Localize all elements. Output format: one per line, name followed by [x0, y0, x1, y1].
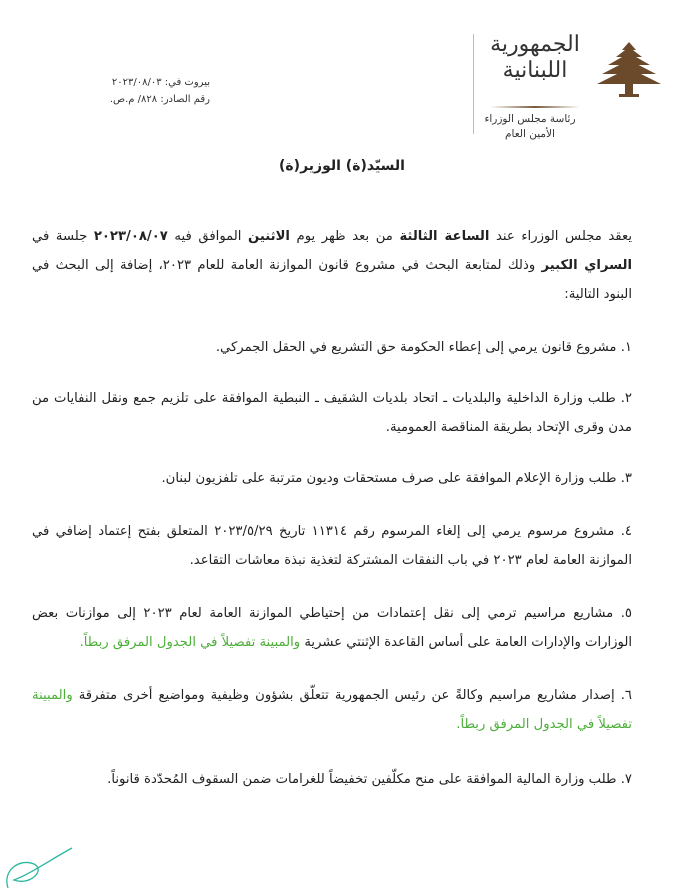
letterhead	[464, 28, 664, 158]
agenda-item	[32, 464, 632, 493]
intro-text: من بعد ظهر يوم	[289, 229, 400, 244]
agenda-item	[32, 384, 632, 442]
agenda-item-number: ١.	[620, 340, 632, 355]
agenda-item-number: ٥.	[620, 606, 633, 621]
agenda-list	[32, 333, 632, 794]
agenda-item-highlight: والمبينة تفصيلاً في الجدول المرفق ربطاً.	[32, 688, 632, 732]
letterhead-office	[480, 112, 580, 142]
meeting-time: الساعة الثالثة	[399, 229, 490, 244]
letterhead-divider	[473, 34, 474, 134]
agenda-item-text: إصدار مشاريع مراسيم وكالةً عن رئيس الجمهورية تتعلّق بشؤون وظيفية ومواضيع أخرى متفرقة	[72, 688, 615, 703]
signature-mark	[0, 830, 80, 890]
agenda-item	[32, 333, 632, 362]
agenda-item-text: مشاريع مراسيم ترمي إلى نقل إعتمادات من إحتياطي الموازنة العامة لعام ٢٠٢٣ إلى موازنات بعض الوزارات والإدارات العامة على أساس القاعدة الإثنتي عشرية	[32, 606, 632, 650]
agenda-item-text: مشروع مرسوم يرمي إلى إلغاء المرسوم رقم ١١٣١٤ تاريخ ٢٠٢٣/٥/٢٩ المتعلق بفتح إعتماد إضافي في الموازنة العامة لعام ٢٠٢٣ في باب النفقات المشتركة لتغذية نبذة معاشات التقاعد.	[32, 524, 632, 568]
intro-text: وذلك لمتابعة البحث في مشروع قانون الموازنة العامة للعام ٢٠٢٣، إضافة إلى البحث في البنود التالية:	[32, 258, 632, 302]
agenda-item-number: ٧.	[620, 772, 632, 787]
document-meta	[70, 74, 210, 108]
agenda-item-number: ٣.	[620, 471, 632, 486]
meeting-date: ٢٠٢٣/٠٨/٠٧	[93, 229, 168, 244]
meeting-location: السراي الكبير	[541, 258, 632, 273]
office-line-2: الأمين العام	[505, 128, 555, 140]
agenda-item-text: طلب وزارة الداخلية والبلديات ـ اتحاد بلديات الشقيف ـ النبطية الموافقة على تلزيم جمع ونقل النفايات من مدن وقرى الإتحاد بطريقة المناقصة العمومية.	[32, 391, 632, 435]
agenda-item-number: ٦.	[620, 688, 632, 703]
agenda-item-number: ٢.	[620, 391, 632, 406]
agenda-item-number: ٤.	[620, 524, 633, 539]
agenda-item-text: مشروع قانون يرمي إلى إعطاء الحكومة حق التشريع في الحقل الجمركي.	[215, 340, 617, 355]
letterhead-title: الجمهورية اللبنانية	[490, 32, 580, 83]
letter-body	[32, 222, 632, 794]
agenda-item-text: طلب وزارة الإعلام الموافقة على صرف مستحقات وديون مترتبة على تلفزيون لبنان.	[161, 471, 617, 486]
cedar-emblem-icon	[594, 40, 664, 100]
intro-paragraph	[32, 222, 632, 309]
agenda-item-text: طلب وزارة المالية الموافقة على منح مكلّفين تخفيضاً للغرامات ضمن السقوف المُحدّدة قانوناً.	[107, 772, 617, 787]
intro-text: جلسة في	[32, 229, 94, 244]
letterhead-rule	[490, 106, 580, 108]
place-date: بيروت في: ٢٠٢٣/٠٨/٠٣	[111, 77, 210, 88]
salutation: السيّد(ة) الوزير(ة)	[279, 158, 405, 174]
agenda-item	[32, 765, 632, 794]
agenda-item	[32, 599, 632, 657]
reference-number: رقم الصادر: ٨٢٨/ م.ص.	[109, 94, 210, 105]
agenda-item	[32, 681, 632, 739]
agenda-item-highlight: والمبينة تفصيلاً في الجدول المرفق ربطاً.	[79, 635, 301, 650]
meeting-day: الاثنين	[248, 229, 290, 244]
office-line-1: رئاسة مجلس الوزراء	[484, 113, 576, 125]
intro-text: الموافق فيه	[167, 229, 249, 244]
intro-text: يعقد مجلس الوزراء عند	[489, 229, 632, 244]
agenda-item	[32, 517, 632, 575]
